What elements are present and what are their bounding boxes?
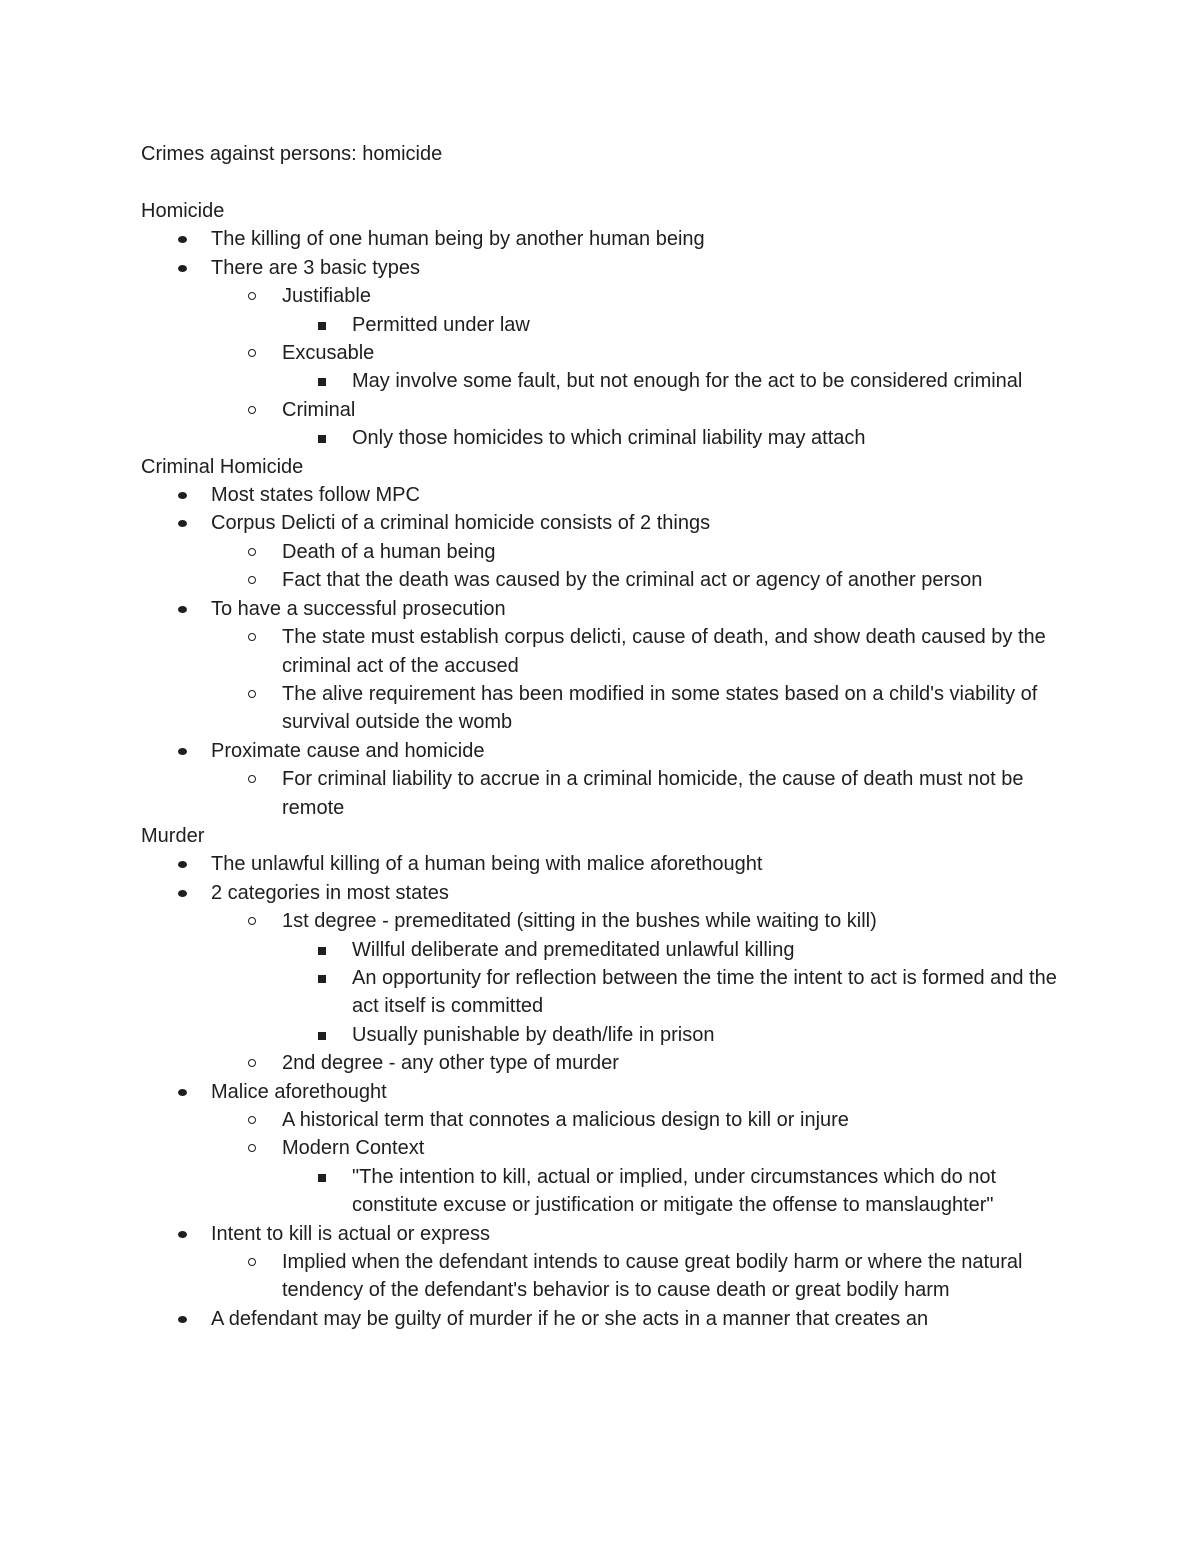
hollow-bullet-icon — [248, 1059, 256, 1067]
list-item — [211, 623, 1071, 680]
hollow-bullet-icon — [248, 406, 256, 414]
list-item — [282, 936, 1071, 964]
list-item-text: Modern Context — [282, 1137, 425, 1160]
filled-bullet-icon — [178, 748, 187, 755]
bullet-list-level-2 — [211, 907, 1071, 1077]
square-bullet-icon — [318, 378, 326, 386]
hollow-bullet-icon — [248, 576, 256, 584]
list-item-text: Proximate cause and homicide — [211, 739, 485, 762]
hollow-bullet-icon — [248, 349, 256, 357]
hollow-bullet-icon — [248, 775, 256, 783]
bullet-list-level-3 — [282, 424, 1071, 452]
list-item — [141, 481, 1071, 509]
list-item — [211, 538, 1071, 566]
bullet-list-level-3 — [282, 311, 1071, 339]
list-item-text: 2 categories in most states — [211, 881, 449, 904]
list-item-text: The state must establish corpus delicti, cause of death, and show death caused by the criminal act of the accused — [282, 626, 1046, 677]
section-heading: Criminal Homicide — [141, 455, 304, 478]
bullet-list-level-3 — [282, 1163, 1071, 1220]
filled-bullet-icon — [178, 1089, 187, 1096]
square-bullet-icon — [318, 975, 326, 983]
bullet-list-level-2 — [211, 1248, 1071, 1305]
list-item-text: The killing of one human being by another human being — [211, 228, 705, 251]
list-item-text: An opportunity for reflection between the time the intent to act is formed and the act itself is committed — [352, 966, 1057, 1018]
list-item-text: To have a successful prosecution — [211, 597, 506, 620]
list-item-text: 1st degree - premeditated (sitting in the bushes while waiting to kill) — [282, 910, 877, 933]
document-title: Crimes against persons: homicide — [141, 143, 443, 165]
bullet-list-level-1 — [141, 850, 1071, 1333]
list-item-text: Usually punishable by death/life in prison — [352, 1023, 715, 1046]
list-item — [211, 282, 1071, 339]
filled-bullet-icon — [178, 861, 187, 868]
list-item — [211, 566, 1071, 594]
list-item-text: May involve some fault, but not enough for the act to be considered criminal — [352, 370, 1023, 393]
filled-bullet-icon — [178, 236, 187, 243]
filled-bullet-icon — [178, 890, 187, 897]
hollow-bullet-icon — [248, 292, 256, 300]
list-item-text: Permitted under law — [352, 313, 530, 336]
hollow-bullet-icon — [248, 690, 256, 698]
list-item — [282, 1163, 1071, 1220]
list-item — [211, 396, 1071, 453]
bullet-list-level-3 — [282, 936, 1071, 1050]
list-item — [282, 1021, 1071, 1049]
section-heading: Murder — [141, 824, 205, 847]
square-bullet-icon — [318, 435, 326, 443]
list-item — [211, 1134, 1071, 1219]
list-item-text: Most states follow MPC — [211, 484, 420, 507]
list-item — [282, 367, 1071, 395]
list-item — [282, 964, 1071, 1021]
bullet-list-level-2 — [211, 538, 1071, 595]
filled-bullet-icon — [178, 1231, 187, 1238]
square-bullet-icon — [318, 1032, 326, 1040]
bullet-list-level-2 — [211, 623, 1071, 737]
list-item-text: "The intention to kill, actual or implied, under circumstances which do not constitute excuse or justification or mitigate the offense to manslaughter" — [352, 1165, 997, 1217]
list-item — [141, 737, 1071, 822]
list-item-text: Implied when the defendant intends to cause great bodily harm or where the natural tendency of the defendant's behavior is to cause death or great bodily harm — [282, 1251, 1023, 1302]
list-item-text: A defendant may be guilty of murder if he or she acts in a manner that creates an — [211, 1307, 929, 1330]
list-item-text: Criminal — [282, 398, 356, 421]
bullet-list-level-1 — [141, 481, 1071, 822]
list-item — [141, 254, 1071, 453]
list-item — [282, 424, 1071, 452]
bullet-list-level-2 — [211, 765, 1071, 822]
bullet-list-level-1 — [141, 225, 1071, 452]
list-item-text: For criminal liability to accrue in a criminal homicide, the cause of death must not be remote — [282, 768, 1024, 819]
list-item-text: Corpus Delicti of a criminal homicide consists of 2 things — [211, 512, 711, 535]
section-heading: Homicide — [141, 200, 225, 222]
list-item — [282, 311, 1071, 339]
hollow-bullet-icon — [248, 1116, 256, 1124]
hollow-bullet-icon — [248, 1258, 256, 1266]
list-item — [211, 680, 1071, 737]
bullet-list-level-2 — [211, 1106, 1071, 1220]
list-item — [141, 509, 1071, 594]
list-item-text: Willful deliberate and premeditated unlawful killing — [352, 938, 795, 961]
list-item-text: The alive requirement has been modified in some states based on a child's viability of survival outside the womb — [282, 682, 1038, 734]
list-item — [141, 1305, 1071, 1333]
list-item-text: Fact that the death was caused by the criminal act or agency of another person — [282, 569, 983, 592]
list-item-text: The unlawful killing of a human being with malice aforethought — [211, 853, 763, 876]
list-item — [211, 339, 1071, 396]
document-body — [141, 197, 1071, 1333]
list-item-text: Only those homicides to which criminal liability may attach — [352, 427, 866, 450]
square-bullet-icon — [318, 1174, 326, 1182]
list-item — [211, 765, 1071, 822]
list-item — [141, 225, 1071, 253]
list-item-text: Excusable — [282, 342, 375, 365]
list-item — [141, 1220, 1071, 1305]
list-item-text: There are 3 basic types — [211, 256, 420, 279]
list-item-text: Justifiable — [282, 285, 371, 308]
square-bullet-icon — [318, 322, 326, 330]
list-item — [211, 907, 1071, 1049]
bullet-list-level-2 — [211, 282, 1071, 452]
list-item — [141, 879, 1071, 1078]
hollow-bullet-icon — [248, 548, 256, 556]
hollow-bullet-icon — [248, 1144, 256, 1152]
hollow-bullet-icon — [248, 633, 256, 641]
hollow-bullet-icon — [248, 917, 256, 925]
list-item — [141, 1078, 1071, 1220]
filled-bullet-icon — [178, 520, 187, 527]
square-bullet-icon — [318, 947, 326, 955]
filled-bullet-icon — [178, 1316, 187, 1323]
list-item-text: Death of a human being — [282, 540, 496, 563]
list-item-text: Intent to kill is actual or express — [211, 1222, 491, 1245]
list-item-text: A historical term that connotes a malicious design to kill or injure — [282, 1109, 849, 1131]
filled-bullet-icon — [178, 492, 187, 499]
list-item — [211, 1049, 1071, 1077]
filled-bullet-icon — [178, 606, 187, 613]
list-item — [211, 1106, 1071, 1134]
filled-bullet-icon — [178, 265, 187, 272]
list-item — [141, 595, 1071, 737]
list-item — [141, 850, 1071, 878]
list-item — [211, 1248, 1071, 1305]
list-item-text: Malice aforethought — [211, 1080, 387, 1103]
bullet-list-level-3 — [282, 367, 1071, 395]
list-item-text: 2nd degree - any other type of murder — [282, 1052, 619, 1075]
